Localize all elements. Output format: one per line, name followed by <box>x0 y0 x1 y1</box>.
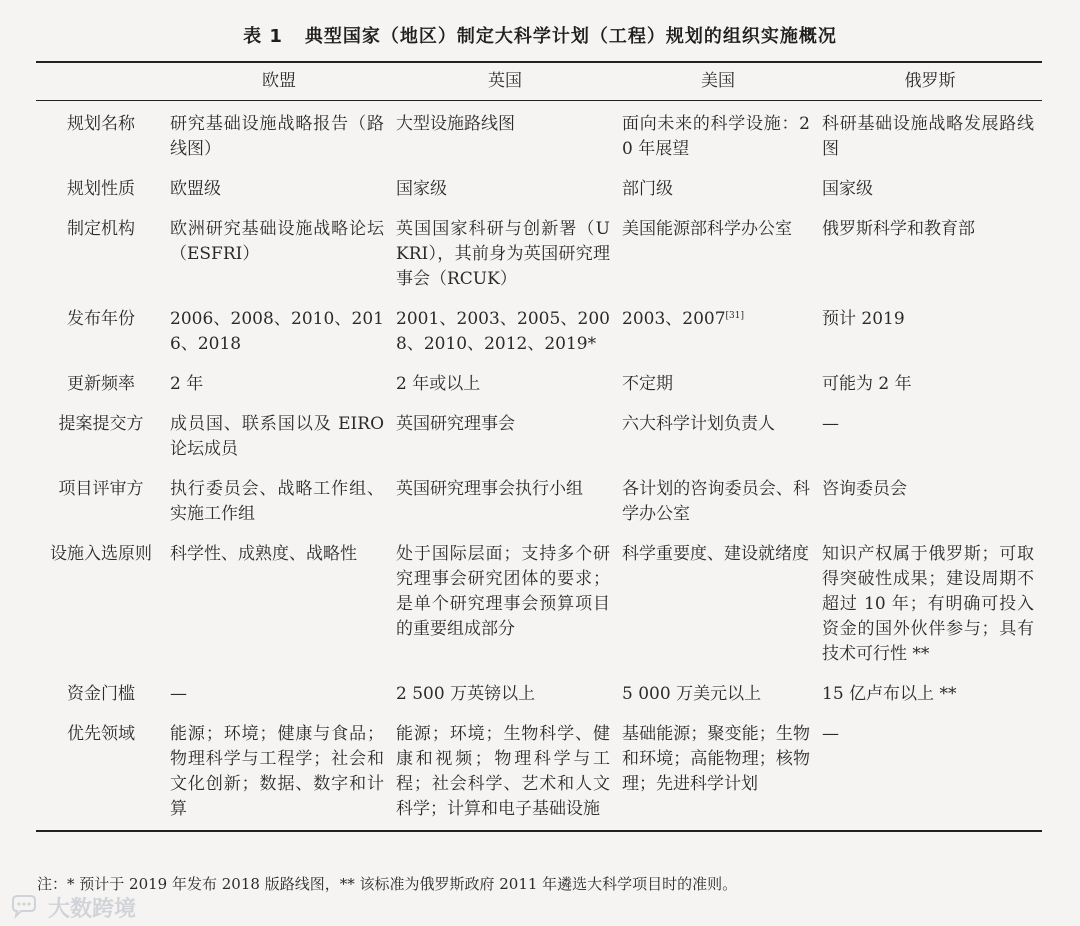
table-cell: 六大科学计划负责人 <box>622 414 775 434</box>
table-cell: 预计 2019 <box>822 309 905 329</box>
table-cell: 大型设施路线图 <box>396 114 515 134</box>
table-cell: 科学重要度、建设就绪度 <box>622 544 809 564</box>
table-cell: 国家级 <box>822 179 873 199</box>
table-row <box>36 365 1042 405</box>
table-cell: 2 500 万英镑以上 <box>396 684 536 704</box>
table-cell: 科学性、成熟度、战略性 <box>170 544 357 564</box>
table-cell <box>618 300 818 365</box>
table-cell: 成员国、联系国以及 EIRO 论坛成员 <box>170 414 384 459</box>
table-cell: 可能为 2 年 <box>822 374 912 394</box>
table-cell: 英国国家科研与创新署（UKRI），其前身为英国研究理事会（RCUK） <box>396 219 610 289</box>
table-row <box>36 101 1042 171</box>
row-header: 提案提交方 <box>58 414 144 434</box>
table-cell: 国家级 <box>396 179 447 199</box>
table-row <box>36 170 1042 210</box>
table-cell: 英国研究理事会 <box>396 414 515 434</box>
table-row <box>36 300 1042 365</box>
column-header-uk: 英国 <box>488 71 522 91</box>
table-cell: 15 亿卢布以上 ** <box>822 684 957 704</box>
table-cell: — <box>822 414 839 434</box>
table-row <box>36 210 1042 300</box>
table-row <box>36 715 1042 831</box>
row-header: 发布年份 <box>67 309 135 329</box>
cell-text: 2003、2007 <box>622 309 726 329</box>
table-cell: 5 000 万美元以上 <box>622 684 762 704</box>
table-cell: 能源；环境；健康与食品；物理科学与工程学；社会和文化创新；数据、数字和计算 <box>170 724 384 819</box>
table-cell: 2 年 <box>170 374 204 394</box>
table-cell: 部门级 <box>622 179 673 199</box>
table-cell: 各计划的咨询委员会、科学办公室 <box>622 479 810 524</box>
table-cell: 欧洲研究基础设施战略论坛（ESFRI） <box>170 219 384 264</box>
table-cell: 美国能源部科学办公室 <box>622 219 792 239</box>
table-cell: 科研基础设施战略发展路线图 <box>822 114 1034 159</box>
table-title <box>0 22 1080 48</box>
table-cell: — <box>822 724 839 744</box>
table-number: 表 1 <box>243 26 283 47</box>
table-cell: 知识产权属于俄罗斯；可取得突破性成果；建设周期不超过 10 年；有明确可投入资金的国外伙伴参与；具有技术可行性 ** <box>822 544 1034 664</box>
table-cell: 执行委员会、战略工作组、实施工作组 <box>170 479 384 524</box>
row-header: 规划性质 <box>67 179 135 199</box>
table-cell: 基础能源；聚变能；生物和环境；高能物理；核物理；先进科学计划 <box>622 724 810 794</box>
column-header-corner <box>36 62 166 101</box>
table-cell: 2 年或以上 <box>396 374 481 394</box>
table-cell: 英国研究理事会执行小组 <box>396 479 583 499</box>
table-cell: 不定期 <box>622 374 673 394</box>
table-row <box>36 675 1042 715</box>
row-header: 优先领域 <box>67 724 135 744</box>
table-row <box>36 470 1042 535</box>
row-header: 资金门槛 <box>67 684 135 704</box>
table-cell: 面向未来的科学设施：20 年展望 <box>622 114 810 159</box>
column-header-us: 美国 <box>701 71 735 91</box>
watermark <box>8 892 136 922</box>
table-cell: — <box>170 684 187 704</box>
table-header-row <box>36 62 1042 101</box>
table-row <box>36 535 1042 675</box>
table-row <box>36 405 1042 470</box>
row-header: 更新频率 <box>67 374 135 394</box>
table-cell: 2006、2008、2010、2016、2018 <box>170 309 384 354</box>
watermark-text: 大数跨境 <box>48 896 137 922</box>
column-header-russia: 俄罗斯 <box>904 71 956 91</box>
table-cell: 研究基础设施战略报告（路线图） <box>170 114 384 159</box>
chat-bubble-logo-icon <box>8 894 44 920</box>
table-cell: 俄罗斯科学和教育部 <box>822 219 975 239</box>
table-cell: 处于国际层面；支持多个研究理事会研究团体的要求；是单个研究理事会预算项目的重要组成部分 <box>396 544 610 639</box>
table-cell: 咨询委员会 <box>822 479 907 499</box>
table-cell: 能源；环境；生物科学、健康和视频；物理科学与工程；社会科学、艺术和人文科学；计算和电子基础设施 <box>396 724 610 819</box>
table-cell: 2001、2003、2005、2008、2010、2012、2019* <box>396 309 610 354</box>
citation-ref: [31] <box>725 311 745 321</box>
table-footnote: 注：* 预计于 2019 年发布 2018 版路线图，** 该标准为俄罗斯政府 2011 年遴选大科学项目时的准则。 <box>37 875 738 893</box>
row-header: 项目评审方 <box>58 479 144 499</box>
row-header: 设施入选原则 <box>50 544 152 564</box>
comparison-table <box>36 61 1042 832</box>
table-caption: 典型国家（地区）制定大科学计划（工程）规划的组织实施概况 <box>304 26 837 47</box>
table-cell: 欧盟级 <box>170 179 221 199</box>
row-header: 规划名称 <box>67 114 135 134</box>
column-header-eu: 欧盟 <box>262 71 296 91</box>
row-header: 制定机构 <box>67 219 135 239</box>
